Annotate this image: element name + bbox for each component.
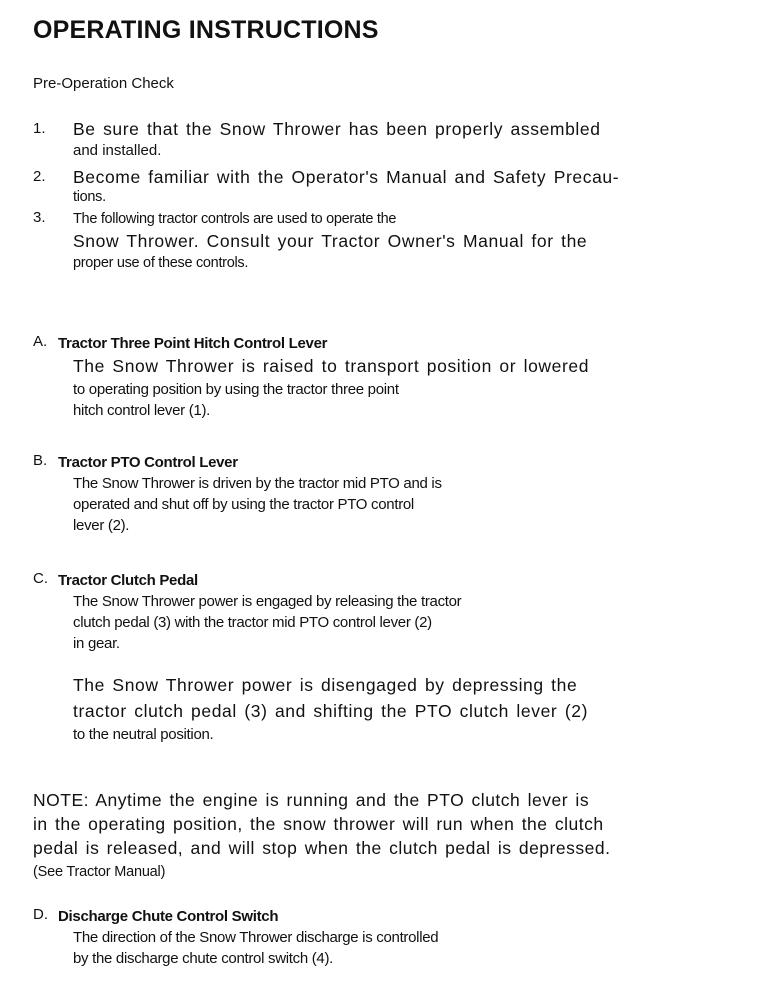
item-text: Be sure that the Snow Thrower has been properly assembled	[73, 119, 601, 139]
note-paragraph	[33, 788, 755, 884]
item-text-cont: tions.	[73, 189, 106, 205]
control-text: clutch pedal (3) with the tractor mid PTO control lever (2)	[73, 614, 432, 631]
control-text: by the discharge chute control switch (4).	[73, 950, 334, 967]
control-text: The direction of the Snow Thrower discharge is controlled	[73, 929, 439, 946]
item-number: 2.	[33, 168, 46, 185]
item-text: Become familiar with the Operator's Manual and Safety Precau-	[73, 167, 620, 187]
note-line: (See Tractor Manual)	[33, 864, 166, 880]
control-text: The Snow Thrower power is disengaged by depressing the	[73, 675, 578, 695]
control-heading: Tractor Three Point Hitch Control Lever	[58, 335, 328, 352]
check-list	[33, 118, 753, 273]
control-label: D.	[33, 906, 48, 923]
control-d	[33, 906, 753, 969]
item-number: 3.	[33, 209, 46, 226]
control-c	[33, 570, 753, 745]
control-heading: Tractor Clutch Pedal	[58, 572, 198, 589]
control-label: A.	[33, 333, 48, 350]
control-text: tractor clutch pedal (3) and shifting the PTO clutch lever (2)	[73, 701, 589, 721]
control-b	[33, 452, 753, 536]
control-label: C.	[33, 570, 48, 587]
control-text: to operating position by using the tractor three point	[73, 381, 399, 398]
control-label: B.	[33, 452, 48, 469]
item-text-cont: Snow Thrower. Consult your Tractor Owner's Manual for the	[73, 231, 588, 251]
note-line: NOTE: Anytime the engine is running and the PTO clutch lever is	[33, 790, 590, 810]
control-text: The Snow Thrower power is engaged by releasing the tractor	[73, 593, 462, 610]
section-subheading: Pre-Operation Check	[33, 75, 174, 92]
control-text: lever (2).	[73, 517, 130, 534]
list-item	[33, 118, 753, 162]
control-text: The Snow Thrower is driven by the tractor mid PTO and is	[73, 475, 442, 492]
control-text: to the neutral position.	[73, 726, 214, 743]
list-item	[33, 209, 753, 273]
page-title: OPERATING INSTRUCTIONS	[33, 16, 379, 44]
control-a	[33, 333, 753, 421]
item-text: The following tractor controls are used to operate the	[73, 211, 397, 227]
note-line: pedal is released, and will stop when the clutch pedal is depressed.	[33, 838, 611, 858]
control-heading: Discharge Chute Control Switch	[58, 908, 279, 925]
item-text-cont: and installed.	[73, 142, 162, 159]
list-item	[33, 166, 753, 207]
item-text-cont: proper use of these controls.	[73, 255, 249, 271]
item-number: 1.	[33, 120, 46, 137]
control-text: hitch control lever (1).	[73, 402, 211, 419]
note-line: in the operating position, the snow thrower will run when the clutch	[33, 814, 604, 834]
control-text: The Snow Thrower is raised to transport position or lowered	[73, 356, 590, 376]
control-text: in gear.	[73, 635, 120, 652]
control-text: operated and shut off by using the tractor PTO control	[73, 496, 414, 513]
control-heading: Tractor PTO Control Lever	[58, 454, 238, 471]
